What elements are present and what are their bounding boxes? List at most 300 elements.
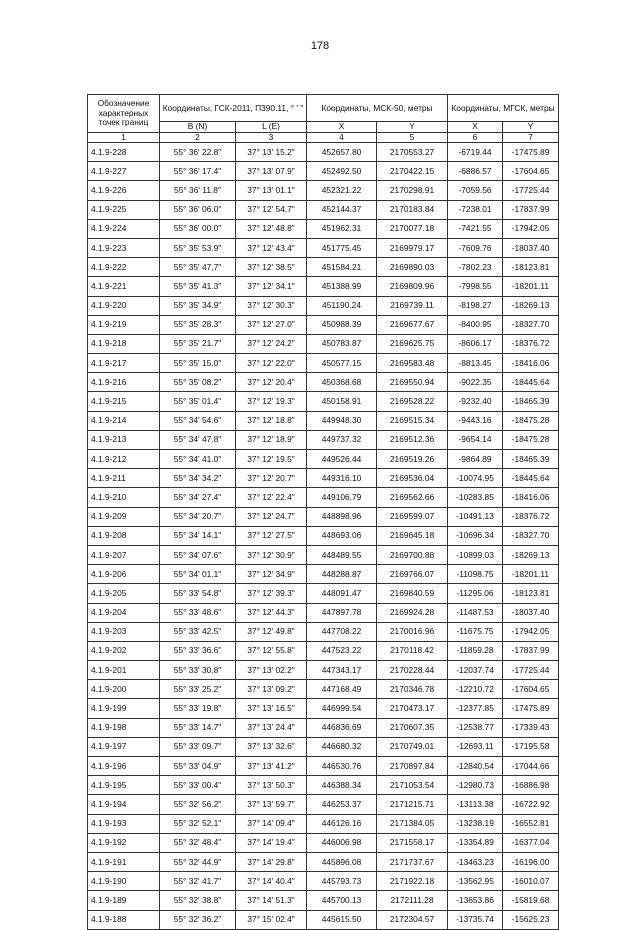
- cell-mgsk-y: -18327.70: [503, 526, 559, 545]
- cell-msk-x: 447897.78: [307, 603, 377, 622]
- cell-msk-y: 2169512.36: [377, 430, 448, 449]
- table-row: [88, 641, 559, 660]
- cell-latitude-b: 55° 33' 36.6": [160, 641, 236, 660]
- cell-msk-y: 2169979.17: [377, 238, 448, 257]
- cell-latitude-b: 55° 34' 01.1": [160, 565, 236, 584]
- cell-msk-y: 2169677.67: [377, 315, 448, 334]
- cell-msk-x: 445896.08: [307, 852, 377, 871]
- cell-longitude-l: 37° 13' 50.3": [236, 776, 307, 795]
- cell-latitude-b: 55° 34' 07.6": [160, 545, 236, 564]
- cell-longitude-l: 37° 12' 20.4": [236, 373, 307, 392]
- cell-latitude-b: 55° 35' 28.3": [160, 315, 236, 334]
- column-number: 7: [503, 132, 559, 143]
- cell-mgsk-y: -17837.99: [503, 641, 559, 660]
- cell-latitude-b: 55° 33' 30.8": [160, 661, 236, 680]
- cell-mgsk-y: -16010.07: [503, 872, 559, 891]
- cell-latitude-b: 55° 35' 08.2": [160, 373, 236, 392]
- cell-msk-x: 452144.37: [307, 200, 377, 219]
- cell-longitude-l: 37° 14' 51.3": [236, 891, 307, 910]
- header-sub-msk-y: Y: [377, 122, 448, 133]
- cell-point-id: 4.1.9-201: [88, 661, 160, 680]
- cell-latitude-b: 55° 33' 04.9": [160, 757, 236, 776]
- cell-msk-y: 2171922.18: [377, 872, 448, 891]
- cell-msk-x: 449316.10: [307, 469, 377, 488]
- cell-mgsk-x: -13653.86: [448, 891, 503, 910]
- column-number: 4: [307, 132, 377, 143]
- cell-point-id: 4.1.9-206: [88, 565, 160, 584]
- cell-latitude-b: 55° 32' 41.7": [160, 872, 236, 891]
- table-row: [88, 814, 559, 833]
- cell-msk-x: 450368.68: [307, 373, 377, 392]
- cell-longitude-l: 37° 14' 29.8": [236, 852, 307, 871]
- cell-latitude-b: 55° 34' 41.0": [160, 450, 236, 469]
- header-designation: Обозначение характерных точек границ: [88, 95, 160, 133]
- cell-latitude-b: 55° 33' 54.8": [160, 584, 236, 603]
- cell-point-id: 4.1.9-203: [88, 622, 160, 641]
- cell-mgsk-x: -10283.85: [448, 488, 503, 507]
- cell-msk-y: 2170298.91: [377, 181, 448, 200]
- cell-mgsk-x: -9864.89: [448, 450, 503, 469]
- cell-point-id: 4.1.9-221: [88, 277, 160, 296]
- cell-longitude-l: 37° 12' 24.2": [236, 334, 307, 353]
- cell-msk-y: 2169625.75: [377, 334, 448, 353]
- cell-longitude-l: 37° 12' 24.7": [236, 507, 307, 526]
- cell-latitude-b: 55° 33' 42.5": [160, 622, 236, 641]
- cell-longitude-l: 37° 12' 44.3": [236, 603, 307, 622]
- cell-mgsk-y: -15819.68: [503, 891, 559, 910]
- cell-mgsk-x: -8813.45: [448, 354, 503, 373]
- cell-mgsk-y: -18269.13: [503, 296, 559, 315]
- cell-longitude-l: 37° 12' 34.1": [236, 277, 307, 296]
- cell-mgsk-x: -10074.95: [448, 469, 503, 488]
- cell-msk-x: 446006.98: [307, 833, 377, 852]
- cell-point-id: 4.1.9-216: [88, 373, 160, 392]
- cell-mgsk-x: -13735.74: [448, 910, 503, 929]
- table-row: [88, 238, 559, 257]
- cell-longitude-l: 37° 12' 19.3": [236, 392, 307, 411]
- cell-latitude-b: 55° 35' 34.9": [160, 296, 236, 315]
- cell-mgsk-x: -12377.85: [448, 699, 503, 718]
- table-row: [88, 430, 559, 449]
- cell-mgsk-x: -7421.55: [448, 219, 503, 238]
- cell-longitude-l: 37° 12' 18.9": [236, 430, 307, 449]
- cell-longitude-l: 37° 13' 59.7": [236, 795, 307, 814]
- cell-msk-y: 2169599.07: [377, 507, 448, 526]
- cell-msk-x: 447168.49: [307, 680, 377, 699]
- cell-mgsk-y: -17837.99: [503, 200, 559, 219]
- cell-msk-y: 2170118.42: [377, 641, 448, 660]
- cell-msk-x: 451962.31: [307, 219, 377, 238]
- cell-msk-x: 451388.99: [307, 277, 377, 296]
- table-row: [88, 200, 559, 219]
- cell-point-id: 4.1.9-228: [88, 143, 160, 162]
- cell-mgsk-y: -18416.06: [503, 488, 559, 507]
- cell-mgsk-x: -9022.35: [448, 373, 503, 392]
- cell-msk-y: 2169645.18: [377, 526, 448, 545]
- cell-longitude-l: 37° 13' 09.2": [236, 680, 307, 699]
- table-row: [88, 776, 559, 795]
- cell-point-id: 4.1.9-195: [88, 776, 160, 795]
- cell-mgsk-y: -18037.40: [503, 238, 559, 257]
- cell-mgsk-x: -13113.38: [448, 795, 503, 814]
- cell-mgsk-y: -16552.81: [503, 814, 559, 833]
- table-row: [88, 891, 559, 910]
- cell-msk-y: 2172111.28: [377, 891, 448, 910]
- cell-mgsk-y: -16722.92: [503, 795, 559, 814]
- cell-latitude-b: 55° 32' 38.8": [160, 891, 236, 910]
- table-row: [88, 450, 559, 469]
- header-sub-b: B (N): [160, 122, 236, 133]
- cell-mgsk-y: -18445.64: [503, 469, 559, 488]
- cell-point-id: 4.1.9-192: [88, 833, 160, 852]
- cell-longitude-l: 37° 12' 18.8": [236, 411, 307, 430]
- cell-longitude-l: 37° 12' 30.3": [236, 296, 307, 315]
- cell-mgsk-y: -18376.72: [503, 507, 559, 526]
- cell-msk-x: 447343.17: [307, 661, 377, 680]
- cell-msk-y: 2169528.22: [377, 392, 448, 411]
- cell-point-id: 4.1.9-224: [88, 219, 160, 238]
- cell-msk-y: 2170422.15: [377, 162, 448, 181]
- cell-latitude-b: 55° 33' 09.7": [160, 737, 236, 756]
- cell-msk-x: 445615.50: [307, 910, 377, 929]
- cell-point-id: 4.1.9-226: [88, 181, 160, 200]
- cell-latitude-b: 55° 34' 27.4": [160, 488, 236, 507]
- cell-msk-x: 447523.22: [307, 641, 377, 660]
- cell-mgsk-y: -17475.89: [503, 143, 559, 162]
- cell-longitude-l: 37° 12' 22.4": [236, 488, 307, 507]
- table-row: [88, 296, 559, 315]
- cell-longitude-l: 37° 12' 55.8": [236, 641, 307, 660]
- cell-mgsk-x: -7802.23: [448, 258, 503, 277]
- cell-mgsk-x: -6886.57: [448, 162, 503, 181]
- cell-msk-y: 2171053.54: [377, 776, 448, 795]
- cell-msk-y: 2169583.48: [377, 354, 448, 373]
- cell-mgsk-x: -8400.95: [448, 315, 503, 334]
- cell-latitude-b: 55° 33' 00.4": [160, 776, 236, 795]
- table-row: [88, 162, 559, 181]
- table-row: [88, 507, 559, 526]
- cell-msk-x: 449526.44: [307, 450, 377, 469]
- cell-mgsk-x: -12210.72: [448, 680, 503, 699]
- cell-longitude-l: 37° 15' 02.4": [236, 910, 307, 929]
- table-header: [88, 95, 559, 143]
- cell-mgsk-y: -18445.64: [503, 373, 559, 392]
- cell-longitude-l: 37° 13' 15.2": [236, 143, 307, 162]
- cell-mgsk-x: -7998.55: [448, 277, 503, 296]
- cell-point-id: 4.1.9-190: [88, 872, 160, 891]
- cell-longitude-l: 37° 13' 41.2": [236, 757, 307, 776]
- cell-mgsk-x: -9654.14: [448, 430, 503, 449]
- cell-point-id: 4.1.9-220: [88, 296, 160, 315]
- cell-msk-x: 448288.87: [307, 565, 377, 584]
- cell-longitude-l: 37° 13' 24.4": [236, 718, 307, 737]
- cell-msk-x: 446836.69: [307, 718, 377, 737]
- table-row: [88, 680, 559, 699]
- cell-point-id: 4.1.9-213: [88, 430, 160, 449]
- cell-msk-y: 2169519.26: [377, 450, 448, 469]
- table-row: [88, 219, 559, 238]
- cell-msk-x: 452657.80: [307, 143, 377, 162]
- table-row: [88, 181, 559, 200]
- cell-msk-x: 449737.32: [307, 430, 377, 449]
- table-row: [88, 757, 559, 776]
- cell-latitude-b: 55° 34' 34.2": [160, 469, 236, 488]
- cell-latitude-b: 55° 32' 52.1": [160, 814, 236, 833]
- column-number: 3: [236, 132, 307, 143]
- cell-msk-y: 2169924.28: [377, 603, 448, 622]
- cell-longitude-l: 37° 14' 19.4": [236, 833, 307, 852]
- table-row: [88, 488, 559, 507]
- cell-msk-x: 445793.73: [307, 872, 377, 891]
- cell-mgsk-x: -12980.73: [448, 776, 503, 795]
- cell-point-id: 4.1.9-204: [88, 603, 160, 622]
- cell-point-id: 4.1.9-210: [88, 488, 160, 507]
- cell-msk-y: 2171558.17: [377, 833, 448, 852]
- cell-longitude-l: 37° 12' 54.7": [236, 200, 307, 219]
- cell-latitude-b: 55° 33' 48.6": [160, 603, 236, 622]
- cell-msk-x: 448091.47: [307, 584, 377, 603]
- cell-mgsk-x: -8606.17: [448, 334, 503, 353]
- cell-mgsk-y: -18475.28: [503, 430, 559, 449]
- cell-mgsk-y: -17942.05: [503, 219, 559, 238]
- column-number: 1: [88, 132, 160, 143]
- cell-msk-x: 450158.91: [307, 392, 377, 411]
- cell-mgsk-x: -10696.34: [448, 526, 503, 545]
- table-row: [88, 584, 559, 603]
- header-sub-mgsk-x: X: [448, 122, 503, 133]
- cell-latitude-b: 55° 35' 41.3": [160, 277, 236, 296]
- table-row: [88, 795, 559, 814]
- cell-latitude-b: 55° 33' 19.8": [160, 699, 236, 718]
- cell-msk-x: 447708.22: [307, 622, 377, 641]
- cell-mgsk-y: -18465.39: [503, 450, 559, 469]
- cell-point-id: 4.1.9-218: [88, 334, 160, 353]
- cell-latitude-b: 55° 34' 54.6": [160, 411, 236, 430]
- cell-point-id: 4.1.9-207: [88, 545, 160, 564]
- cell-mgsk-x: -12037.74: [448, 661, 503, 680]
- cell-mgsk-y: -17725.44: [503, 181, 559, 200]
- cell-point-id: 4.1.9-202: [88, 641, 160, 660]
- cell-longitude-l: 37° 12' 27.5": [236, 526, 307, 545]
- cell-latitude-b: 55° 34' 47.8": [160, 430, 236, 449]
- table-row: [88, 910, 559, 929]
- cell-latitude-b: 55° 33' 25.2": [160, 680, 236, 699]
- cell-msk-y: 2171215.71: [377, 795, 448, 814]
- cell-mgsk-y: -17604.65: [503, 680, 559, 699]
- cell-mgsk-y: -16886.98: [503, 776, 559, 795]
- table-row: [88, 699, 559, 718]
- cell-mgsk-x: -13463.23: [448, 852, 503, 871]
- cell-latitude-b: 55° 35' 21.7": [160, 334, 236, 353]
- table-body: [88, 143, 559, 930]
- cell-point-id: 4.1.9-219: [88, 315, 160, 334]
- cell-latitude-b: 55° 35' 01.4": [160, 392, 236, 411]
- header-sub-l: L (E): [236, 122, 307, 133]
- cell-mgsk-x: -13562.95: [448, 872, 503, 891]
- cell-msk-x: 446999.54: [307, 699, 377, 718]
- table-row: [88, 392, 559, 411]
- cell-longitude-l: 37° 14' 09.4": [236, 814, 307, 833]
- cell-point-id: 4.1.9-212: [88, 450, 160, 469]
- cell-latitude-b: 55° 36' 06.0": [160, 200, 236, 219]
- cell-point-id: 4.1.9-198: [88, 718, 160, 737]
- cell-latitude-b: 55° 35' 53.9": [160, 238, 236, 257]
- cell-latitude-b: 55° 36' 00.0": [160, 219, 236, 238]
- cell-msk-x: 446253.37: [307, 795, 377, 814]
- cell-msk-y: 2171737.67: [377, 852, 448, 871]
- cell-mgsk-x: -12693.11: [448, 737, 503, 756]
- cell-mgsk-y: -15625.23: [503, 910, 559, 929]
- cell-msk-y: 2171384.05: [377, 814, 448, 833]
- cell-msk-x: 445700.13: [307, 891, 377, 910]
- table-row: [88, 852, 559, 871]
- cell-latitude-b: 55° 32' 48.4": [160, 833, 236, 852]
- cell-mgsk-x: -11295.06: [448, 584, 503, 603]
- cell-msk-x: 448898.96: [307, 507, 377, 526]
- cell-mgsk-y: -18269.13: [503, 545, 559, 564]
- cell-mgsk-x: -8198.27: [448, 296, 503, 315]
- cell-point-id: 4.1.9-214: [88, 411, 160, 430]
- cell-msk-y: 2170183.84: [377, 200, 448, 219]
- table-row: [88, 622, 559, 641]
- cell-msk-x: 451775.45: [307, 238, 377, 257]
- cell-latitude-b: 55° 35' 15.0": [160, 354, 236, 373]
- cell-msk-y: 2172304.57: [377, 910, 448, 929]
- cell-mgsk-y: -16196.00: [503, 852, 559, 871]
- cell-msk-y: 2170346.78: [377, 680, 448, 699]
- cell-mgsk-y: -18037.40: [503, 603, 559, 622]
- cell-msk-y: 2169550.94: [377, 373, 448, 392]
- cell-longitude-l: 37° 12' 20.7": [236, 469, 307, 488]
- cell-latitude-b: 55° 32' 44.9": [160, 852, 236, 871]
- table-row: [88, 565, 559, 584]
- cell-msk-x: 450988.39: [307, 315, 377, 334]
- cell-msk-x: 448693.06: [307, 526, 377, 545]
- cell-point-id: 4.1.9-209: [88, 507, 160, 526]
- cell-mgsk-x: -7609.76: [448, 238, 503, 257]
- cell-mgsk-y: -18416.06: [503, 354, 559, 373]
- cell-point-id: 4.1.9-208: [88, 526, 160, 545]
- page-number: 178: [310, 40, 330, 52]
- cell-point-id: 4.1.9-200: [88, 680, 160, 699]
- cell-longitude-l: 37° 12' 19.5": [236, 450, 307, 469]
- cell-mgsk-x: -7059.56: [448, 181, 503, 200]
- table-row: [88, 718, 559, 737]
- cell-msk-y: 2170897.84: [377, 757, 448, 776]
- cell-msk-y: 2170228.44: [377, 661, 448, 680]
- cell-msk-y: 2169536.04: [377, 469, 448, 488]
- header-sub-msk-x: X: [307, 122, 377, 133]
- cell-mgsk-y: -18475.28: [503, 411, 559, 430]
- column-number: 2: [160, 132, 236, 143]
- cell-longitude-l: 37° 13' 16.5": [236, 699, 307, 718]
- cell-point-id: 4.1.9-193: [88, 814, 160, 833]
- cell-mgsk-y: -17195.58: [503, 737, 559, 756]
- header-msk: Координаты, МСК-50, метры: [307, 95, 448, 122]
- cell-msk-x: 450783.87: [307, 334, 377, 353]
- cell-longitude-l: 37° 13' 07.9": [236, 162, 307, 181]
- cell-mgsk-x: -13238.19: [448, 814, 503, 833]
- cell-longitude-l: 37° 12' 49.8": [236, 622, 307, 641]
- cell-latitude-b: 55° 36' 11.8": [160, 181, 236, 200]
- cell-msk-x: 449106.79: [307, 488, 377, 507]
- cell-msk-y: 2170016.96: [377, 622, 448, 641]
- cell-mgsk-x: -10899.03: [448, 545, 503, 564]
- cell-msk-y: 2170553.27: [377, 143, 448, 162]
- cell-mgsk-y: -17044.66: [503, 757, 559, 776]
- cell-mgsk-y: -16377.04: [503, 833, 559, 852]
- cell-point-id: 4.1.9-225: [88, 200, 160, 219]
- cell-longitude-l: 37° 12' 43.4": [236, 238, 307, 257]
- cell-latitude-b: 55° 35' 47.7": [160, 258, 236, 277]
- cell-msk-y: 2169562.66: [377, 488, 448, 507]
- cell-msk-y: 2169840.59: [377, 584, 448, 603]
- cell-msk-y: 2169809.96: [377, 277, 448, 296]
- cell-longitude-l: 37° 13' 02.2": [236, 661, 307, 680]
- cell-msk-x: 446126.16: [307, 814, 377, 833]
- cell-point-id: 4.1.9-227: [88, 162, 160, 181]
- cell-mgsk-x: -10491.13: [448, 507, 503, 526]
- table-row: [88, 315, 559, 334]
- coordinates-table: [87, 94, 559, 930]
- cell-msk-y: 2169890.03: [377, 258, 448, 277]
- cell-mgsk-y: -18123.81: [503, 584, 559, 603]
- table-row: [88, 469, 559, 488]
- cell-latitude-b: 55° 34' 20.7": [160, 507, 236, 526]
- header-gsk: Координаты, ГСК-2011, П390.11, ° ' ": [160, 95, 307, 122]
- cell-msk-x: 448489.55: [307, 545, 377, 564]
- cell-longitude-l: 37° 12' 27.0": [236, 315, 307, 334]
- cell-mgsk-y: -18201.11: [503, 277, 559, 296]
- table-row: [88, 526, 559, 545]
- cell-point-id: 4.1.9-188: [88, 910, 160, 929]
- cell-latitude-b: 55° 32' 56.2": [160, 795, 236, 814]
- cell-latitude-b: 55° 33' 14.7": [160, 718, 236, 737]
- header-mgsk: Координаты, МГСК, метры: [448, 95, 559, 122]
- cell-point-id: 4.1.9-191: [88, 852, 160, 871]
- cell-mgsk-x: -11859.28: [448, 641, 503, 660]
- cell-msk-x: 446388.34: [307, 776, 377, 795]
- cell-mgsk-y: -18327.70: [503, 315, 559, 334]
- cell-msk-y: 2170473.17: [377, 699, 448, 718]
- header-sub-mgsk-y: Y: [503, 122, 559, 133]
- table-row: [88, 411, 559, 430]
- cell-msk-y: 2170749.01: [377, 737, 448, 756]
- cell-point-id: 4.1.9-197: [88, 737, 160, 756]
- cell-mgsk-x: -9443.16: [448, 411, 503, 430]
- cell-mgsk-x: -9232.40: [448, 392, 503, 411]
- table-row: [88, 354, 559, 373]
- cell-point-id: 4.1.9-196: [88, 757, 160, 776]
- cell-latitude-b: 55° 36' 22.8": [160, 143, 236, 162]
- cell-mgsk-y: -17339.43: [503, 718, 559, 737]
- cell-mgsk-y: -18123.81: [503, 258, 559, 277]
- cell-point-id: 4.1.9-199: [88, 699, 160, 718]
- cell-msk-x: 446530.76: [307, 757, 377, 776]
- cell-mgsk-x: -11487.53: [448, 603, 503, 622]
- table-row: [88, 661, 559, 680]
- cell-mgsk-x: -12538.77: [448, 718, 503, 737]
- table-row: [88, 872, 559, 891]
- cell-msk-x: 446680.32: [307, 737, 377, 756]
- cell-msk-x: 452321.22: [307, 181, 377, 200]
- cell-mgsk-y: -18376.72: [503, 334, 559, 353]
- cell-latitude-b: 55° 34' 14.1": [160, 526, 236, 545]
- cell-longitude-l: 37° 12' 48.8": [236, 219, 307, 238]
- cell-mgsk-y: -17604.65: [503, 162, 559, 181]
- table-row: [88, 373, 559, 392]
- cell-longitude-l: 37° 12' 30.9": [236, 545, 307, 564]
